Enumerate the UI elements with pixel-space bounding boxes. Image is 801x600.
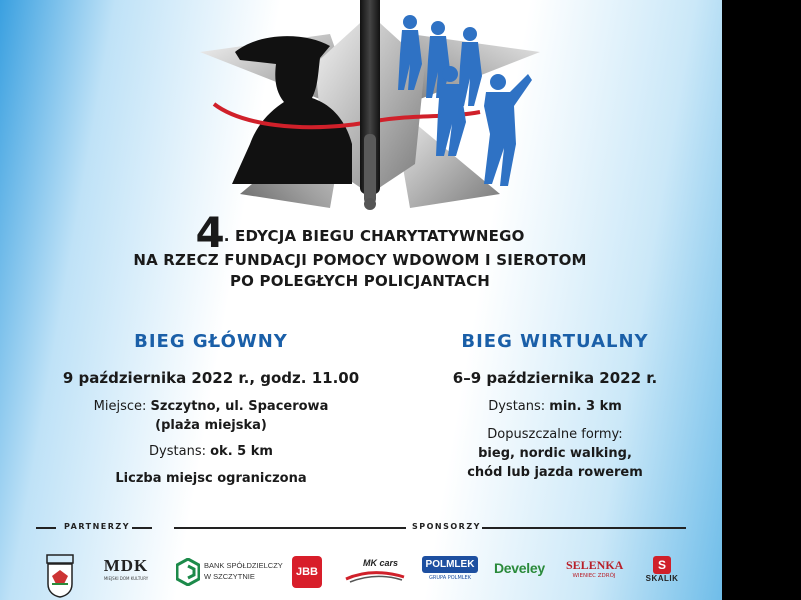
edition-number: 4: [195, 208, 224, 257]
main-run-section: [20, 328, 402, 488]
polmlek-logo: [422, 556, 478, 581]
black-margin: [722, 0, 801, 600]
main-run-date: 9 października 2022 r., godz. 11.00: [62, 369, 360, 387]
forms-value-1: bieg, nordic walking,: [478, 446, 632, 461]
sponsors-label: SPONSORZY: [412, 522, 481, 531]
selenka-logo: [566, 558, 622, 579]
footer-divider: [36, 520, 686, 534]
jbb-logo-text: JBB: [295, 566, 318, 578]
headline-line-1-text: . EDYCJA BIEGU CHARYTATYWNEGO: [223, 227, 525, 245]
main-run-place: [20, 397, 402, 435]
mdk-logo-text: MDK: [103, 556, 149, 575]
headline-line-3: PO POLEGŁYCH POLICJANTACH: [229, 272, 491, 290]
virtual-run-distance: [410, 397, 700, 416]
forms-value-2: chód lub jazda rowerem: [467, 465, 643, 480]
sponsor-logos: [0, 546, 722, 600]
place-value-2: (plaża miejska): [155, 418, 267, 433]
virtual-run-title: BIEG WIRTUALNY: [461, 331, 649, 352]
virtual-run-section: [410, 328, 700, 482]
virtual-distance-value: min. 3 km: [549, 399, 622, 414]
main-run-distance: [20, 442, 402, 461]
place-label: Miejsce:: [93, 399, 151, 414]
distance-value: ok. 5 km: [210, 444, 273, 459]
main-run-title: BIEG GŁÓWNY: [134, 331, 288, 352]
bank-icon: [176, 558, 200, 586]
main-run-note: Liczba miejsc ograniczona: [115, 471, 307, 486]
skalik-mark-icon: S: [653, 556, 671, 574]
divider-line: [482, 527, 686, 529]
selenka-logo-text: SELENKA: [566, 558, 624, 572]
distance-label: Dystans:: [149, 444, 211, 459]
divider-line: [36, 527, 56, 529]
divider-line: [174, 527, 406, 529]
divider-line: [132, 527, 152, 529]
partners-label: PARTNERZY: [64, 522, 130, 531]
mdk-logo-sub: MIEJSKI DOM KULTURY: [103, 576, 149, 581]
bank-logo: [176, 558, 283, 588]
jbb-logo: [292, 556, 322, 588]
virtual-run-forms-value: [410, 444, 700, 482]
mdk-logo: [100, 556, 152, 581]
virtual-distance-label: Dystans:: [488, 399, 550, 414]
bank-name-line-1: BANK SPÓŁDZIELCZY: [204, 561, 283, 570]
skalik-logo-text: SKALIK: [645, 574, 679, 583]
headline-line-2: NA RZECZ FUNDACJI POMOCY WDOWOM I SIEROTOM: [133, 251, 587, 269]
car-swoosh-icon: [344, 569, 406, 583]
event-headline: [90, 208, 630, 292]
mkcars-logo-text: MK cars: [362, 558, 398, 568]
skalik-logo: [638, 554, 686, 583]
polmlek-logo-sub: GRUPA POLMLEK: [429, 575, 471, 581]
virtual-run-date: 6–9 października 2022 r.: [452, 369, 658, 387]
polmlek-logo-text: POLMLEK: [422, 556, 478, 573]
selenka-logo-sub: WIENIEC ZDRÓJ: [572, 573, 616, 579]
city-crest-logo: [46, 554, 74, 598]
develey-logo: [494, 560, 552, 576]
develey-logo-text: Develey: [494, 560, 545, 576]
bank-name-line-2: W SZCZYTNIE: [204, 572, 255, 581]
police-star-emblem: [180, 0, 560, 216]
headline-line-1: [90, 208, 630, 257]
virtual-run-forms-label: Dopuszczalne formy:: [487, 427, 623, 442]
mkcars-logo: [344, 558, 406, 586]
place-value: Szczytno, ul. Spacerowa: [150, 399, 329, 414]
